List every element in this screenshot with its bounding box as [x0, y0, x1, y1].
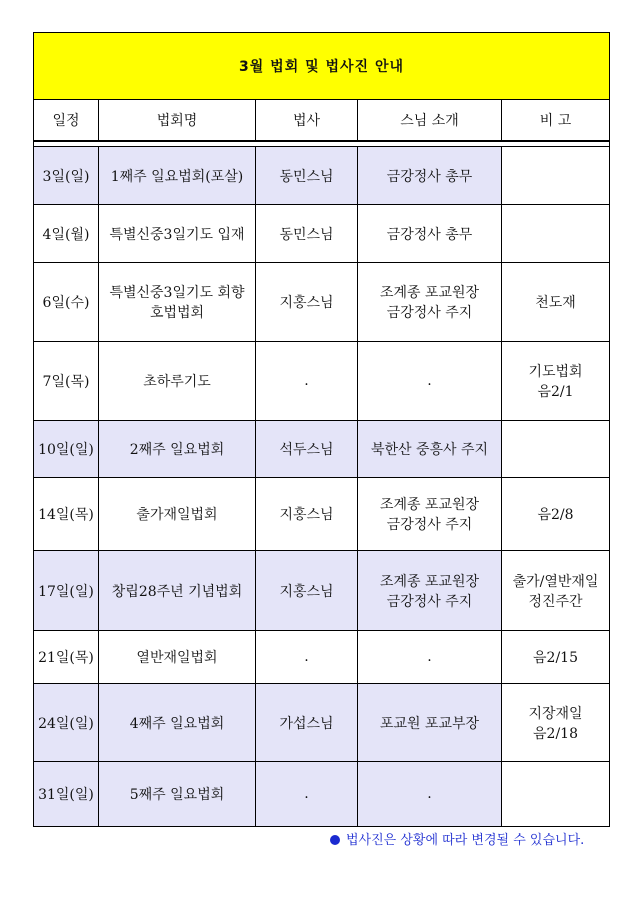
footer-text: 법사진은 상황에 따라 변경될 수 있습니다.	[346, 833, 585, 848]
cell-event: 열반재일법회	[99, 631, 256, 684]
cell-note: 음2/15	[502, 631, 610, 684]
cell-teacher: .	[256, 631, 358, 684]
cell-date: 31일(일)	[34, 762, 99, 827]
cell-date: 7일(목)	[34, 342, 99, 421]
cell-intro: 포교원 포교부장	[358, 684, 502, 762]
cell-note	[502, 421, 610, 478]
cell-intro: 북한산 중흥사 주지	[358, 421, 502, 478]
cell-note	[502, 762, 610, 827]
cell-date: 4일(월)	[34, 205, 99, 263]
table-row	[34, 342, 610, 421]
cell-note: 지장재일 음2/18	[502, 684, 610, 762]
cell-note	[502, 147, 610, 205]
cell-event: 특별신중3일기도 회향 호법법회	[99, 263, 256, 342]
cell-date: 17일(일)	[34, 551, 99, 631]
cell-intro: .	[358, 762, 502, 827]
cell-teacher: 지홍스님	[256, 478, 358, 551]
bullet-dot-icon	[330, 835, 340, 845]
cell-note: 출가/열반재일 정진주간	[502, 551, 610, 631]
cell-intro: 금강정사 총무	[358, 205, 502, 263]
cell-intro: 조계종 포교원장 금강정사 주지	[358, 478, 502, 551]
cell-event: 창립28주년 기념법회	[99, 551, 256, 631]
cell-event: 4째주 일요법회	[99, 684, 256, 762]
header-note: 비 고	[502, 100, 610, 142]
table-row	[34, 762, 610, 827]
cell-note: 기도법회 음2/1	[502, 342, 610, 421]
table-row	[34, 551, 610, 631]
cell-date: 14일(목)	[34, 478, 99, 551]
cell-event: 1째주 일요법회(포살)	[99, 147, 256, 205]
cell-date: 24일(일)	[34, 684, 99, 762]
table-row	[34, 147, 610, 205]
cell-note: 천도재	[502, 263, 610, 342]
cell-event: 초하루기도	[99, 342, 256, 421]
header-date: 일정	[34, 100, 99, 142]
cell-teacher: 가섭스님	[256, 684, 358, 762]
cell-intro: 조계종 포교원장 금강정사 주지	[358, 263, 502, 342]
header-teacher: 법사	[256, 100, 358, 142]
table-row	[34, 684, 610, 762]
cell-teacher: 동민스님	[256, 205, 358, 263]
cell-date: 3일(일)	[34, 147, 99, 205]
cell-teacher: 석두스님	[256, 421, 358, 478]
footer-note	[330, 829, 620, 848]
cell-note	[502, 205, 610, 263]
cell-event: 특별신중3일기도 입재	[99, 205, 256, 263]
table-row	[34, 263, 610, 342]
cell-event: 5째주 일요법회	[99, 762, 256, 827]
header-intro: 스님 소개	[358, 100, 502, 142]
cell-date: 10일(일)	[34, 421, 99, 478]
table-row	[34, 478, 610, 551]
cell-teacher: 동민스님	[256, 147, 358, 205]
cell-intro: .	[358, 631, 502, 684]
cell-event: 2째주 일요법회	[99, 421, 256, 478]
cell-intro: 조계종 포교원장 금강정사 주지	[358, 551, 502, 631]
page-title: 3월 법회 및 법사진 안내	[34, 33, 610, 100]
table-row	[34, 421, 610, 478]
header-event: 법회명	[99, 100, 256, 142]
cell-date: 21일(목)	[34, 631, 99, 684]
cell-teacher: 지홍스님	[256, 551, 358, 631]
header-row	[34, 100, 610, 142]
cell-teacher: .	[256, 342, 358, 421]
cell-note: 음2/8	[502, 478, 610, 551]
table-row	[34, 631, 610, 684]
cell-teacher: .	[256, 762, 358, 827]
cell-teacher: 지홍스님	[256, 263, 358, 342]
table-row	[34, 205, 610, 263]
schedule-table	[33, 32, 610, 827]
cell-date: 6일(수)	[34, 263, 99, 342]
cell-event: 출가재일법회	[99, 478, 256, 551]
cell-intro: 금강정사 총무	[358, 147, 502, 205]
cell-intro: .	[358, 342, 502, 421]
